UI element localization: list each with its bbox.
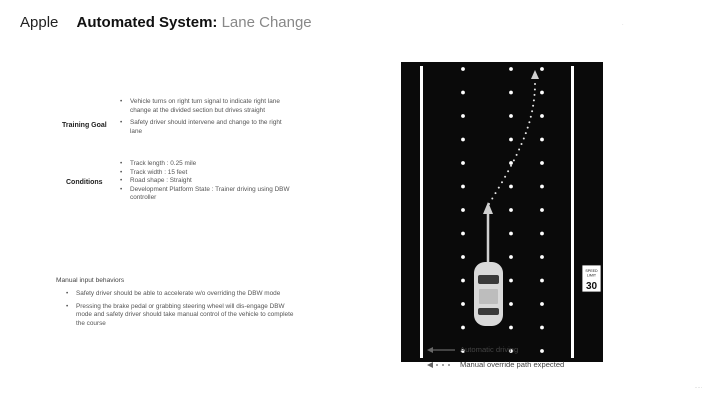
- lane-dot: [461, 67, 465, 71]
- conditions-item: • Road shape : Straight: [120, 177, 292, 186]
- lane-dot: [461, 91, 465, 95]
- title-strong: Automated System:: [76, 14, 218, 31]
- training-goal-item: • Vehicle turns on right turn signal to indicate right lane change at the divided section but drives straight: [120, 98, 292, 115]
- manual-input-list: [66, 290, 294, 332]
- footer-mark: ·····: [694, 385, 702, 390]
- conditions-list: [120, 160, 292, 203]
- lane-dot: [461, 302, 465, 306]
- lane-dot: [509, 91, 513, 95]
- lane-dot: [540, 185, 544, 189]
- path-dot: [530, 116, 532, 118]
- training-goal-item: • Safety driver should intervene and change to the right lane: [120, 119, 292, 136]
- sign-line2: LIMIT: [586, 273, 597, 278]
- sign-line1: SPEED: [585, 269, 598, 273]
- lane-dot: [461, 208, 465, 212]
- lane-dot: [461, 326, 465, 330]
- lane-dot: [509, 114, 513, 118]
- lane-dot: [509, 326, 513, 330]
- lane-dot: [461, 185, 465, 189]
- lane-dot: [540, 208, 544, 212]
- lane-dot: [509, 67, 513, 71]
- legend-manual-label: Manual override path expected: [460, 360, 565, 369]
- lane-dot: [540, 138, 544, 142]
- title-light: Lane Change: [217, 14, 312, 31]
- lane-dot: [461, 279, 465, 283]
- lane-dot: [509, 302, 513, 306]
- slide-title: [20, 14, 312, 31]
- lane-dot: [509, 255, 513, 259]
- manual-input-title: Manual input behaviors: [56, 277, 125, 284]
- lane-dot: [461, 114, 465, 118]
- path-dot: [495, 192, 497, 194]
- lane-dot: [461, 255, 465, 259]
- conditions-item: • Track width : 15 feet: [120, 169, 292, 178]
- path-dot: [523, 138, 525, 140]
- path-dot: [510, 165, 512, 167]
- path-dot: [513, 159, 515, 161]
- conditions-label: Conditions: [66, 179, 103, 186]
- sign-value: 30: [585, 281, 598, 292]
- lane-dot: [461, 232, 465, 236]
- dashed-arrow-icon: [426, 361, 456, 369]
- path-dot: [527, 127, 529, 129]
- road-diagram: [401, 62, 603, 362]
- lane-dot: [540, 255, 544, 259]
- path-dot: [533, 99, 535, 101]
- lane-dot: [509, 279, 513, 283]
- lane-dot: [540, 232, 544, 236]
- lane-dot: [540, 91, 544, 95]
- solid-arrow-icon: [426, 346, 456, 354]
- path-dot: [521, 143, 523, 145]
- manual-input-item: • Pressing the brake pedal or grabbing steering wheel will dis-engage DBW mode and safety driver should take manual control of the vehicle to complete the course: [66, 303, 294, 329]
- lane-dot: [509, 232, 513, 236]
- lane-dot: [461, 138, 465, 142]
- lane-dot: [540, 67, 544, 71]
- lane-dot: [509, 161, 513, 165]
- path-dot: [528, 121, 530, 123]
- car-icon: [474, 262, 503, 326]
- speed-limit-sign: [582, 265, 601, 292]
- path-dot: [534, 94, 536, 96]
- lane-dot: [540, 279, 544, 283]
- left-edge-line: [420, 66, 423, 358]
- right-edge-line: [571, 66, 574, 358]
- path-dot: [501, 181, 503, 183]
- training-goal-label: Training Goal: [62, 122, 107, 129]
- lane-dot: [461, 161, 465, 165]
- apple-brand: Apple: [20, 14, 59, 31]
- path-dot: [498, 187, 500, 189]
- path-dot: [534, 83, 536, 85]
- lane-dot: [540, 161, 544, 165]
- lane-dot: [540, 349, 544, 353]
- corner-mark: ·: [622, 22, 624, 28]
- lane-dot: [540, 114, 544, 118]
- conditions-item: • Development Platform State : Trainer driving using DBW controller: [120, 186, 292, 203]
- lane-dot: [540, 302, 544, 306]
- path-dot: [518, 149, 520, 151]
- path-dot: [491, 198, 493, 200]
- manual-input-item: • Safety driver should be able to accelerate w/o overriding the DBW mode: [66, 290, 294, 299]
- path-dot: [534, 89, 536, 91]
- path-dot: [516, 154, 518, 156]
- path-dot: [532, 105, 534, 107]
- lane-dot: [509, 208, 513, 212]
- lane-dot: [540, 326, 544, 330]
- training-goal-list: [120, 98, 292, 140]
- lane-dot: [509, 185, 513, 189]
- lane-dot: [509, 138, 513, 142]
- path-dot: [504, 176, 506, 178]
- path-dot: [531, 110, 533, 112]
- conditions-item: • Track length : 0.25 mile: [120, 160, 292, 169]
- path-dot: [507, 170, 509, 172]
- legend-automatic-label: Automatic driving: [460, 345, 519, 354]
- path-dot: [525, 132, 527, 134]
